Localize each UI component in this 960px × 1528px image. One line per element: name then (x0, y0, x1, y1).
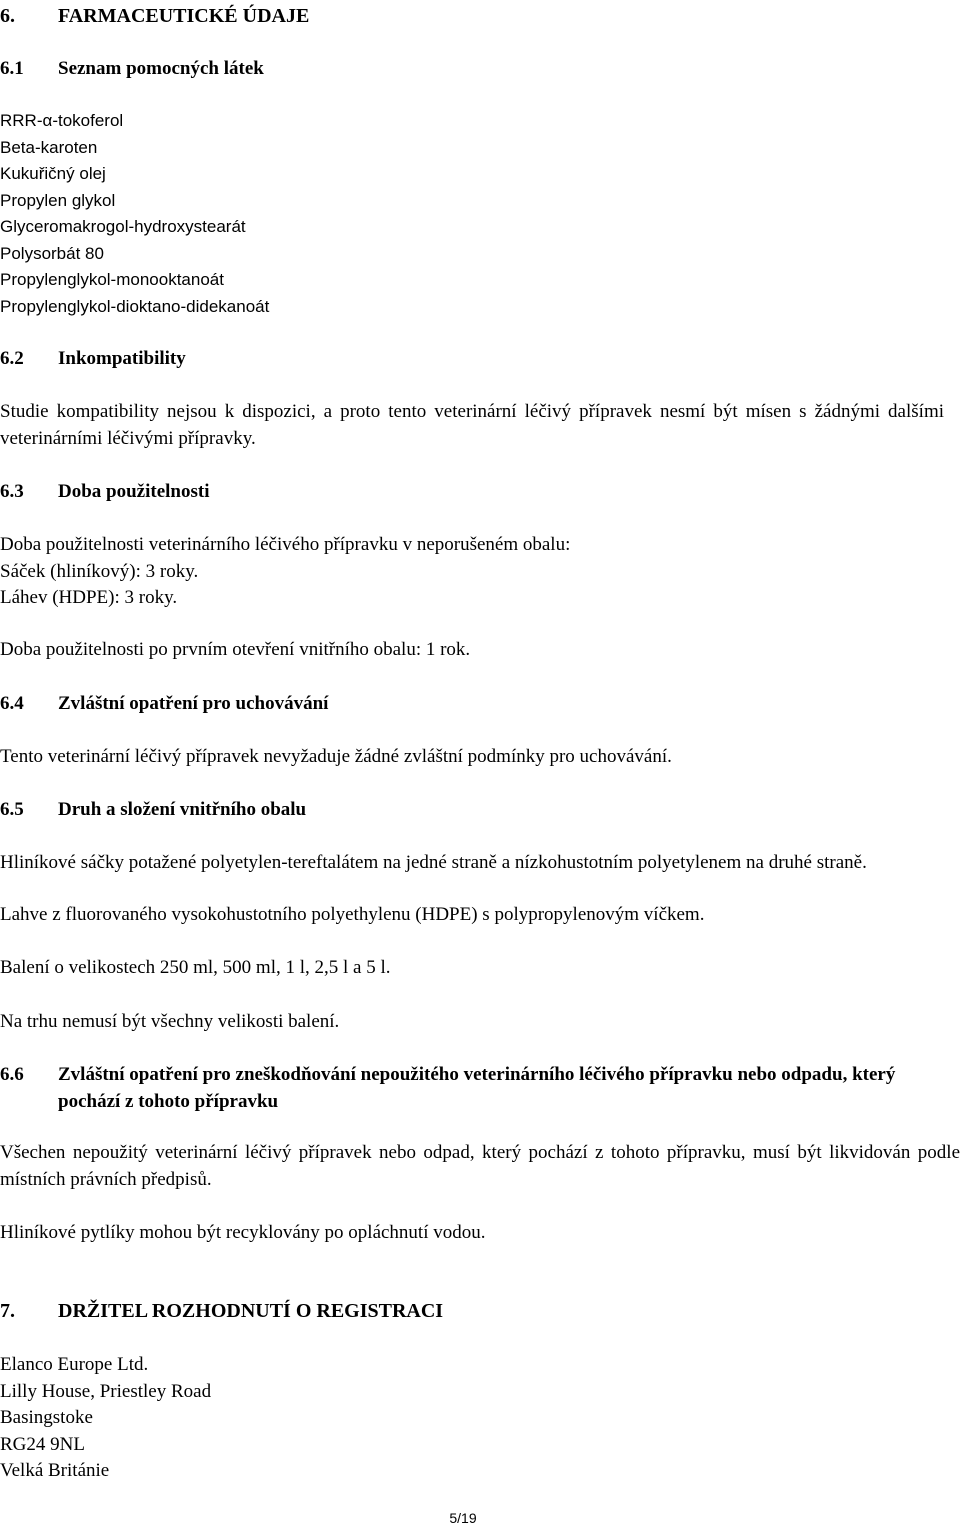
list-item: Propylenglykol-dioktano-didekanoát (0, 296, 270, 316)
shelf-life-line: Doba použitelnosti veterinárního léčivého přípravku v neporušeném obalu: (0, 534, 571, 555)
address-line: Lilly House, Priestley Road (0, 1380, 212, 1402)
incompatibility-text: Studie kompatibility nejsou k dispozici, a proto tento veterinární léčivý přípravek nesmí být mísen s žádnými dalšími veterinárními léčivými přípravky. (0, 401, 944, 449)
section-6-heading (0, 3, 309, 29)
subsection-title: Inkompatibility (58, 348, 186, 369)
list-item: Propylenglykol-monooktanoát (0, 270, 224, 289)
disposal-text-2-line: Hliníkové pytlíky mohou být recyklovány po opláchnutí vodou. (0, 1222, 486, 1243)
section-number: 6. (0, 5, 15, 27)
shelf-life-line: Sáček (hliníkový): 3 roky. (0, 560, 199, 582)
section-6-1-heading (0, 56, 938, 83)
shelf-life-block (0, 532, 958, 612)
section-6-4-heading (0, 691, 938, 718)
shelf-life-after-opening (0, 637, 958, 664)
subsection-number: 6.1 (0, 58, 24, 79)
subsection-number: 6.2 (0, 348, 24, 369)
page-number: 5/19 (449, 1510, 477, 1526)
shelf-life-line: Láhev (HDPE): 3 roky. (0, 587, 178, 608)
section-6-3-heading (0, 479, 938, 506)
subsection-number: 6.5 (0, 799, 24, 820)
subsection-title: Zvláštní opatření pro zneškodňování nepoužitého veterinárního léčivého přípravku nebo odpadu, který pochází z tohoto přípravku (58, 1064, 896, 1112)
section-7-heading (0, 1298, 443, 1324)
list-item: Propylen glykol (0, 190, 116, 210)
section-title: FARMACEUTICKÉ ÚDAJE (58, 5, 310, 27)
list-item: Beta-karoten (0, 137, 98, 157)
list-item: RRR-α-tokoferol (0, 111, 124, 130)
packaging-text-2-line: Lahve z fluorovaného vysokohustotního polyethylenu (HDPE) s polypropylenovým víčkem. (0, 904, 705, 925)
pack-sizes-text (0, 955, 958, 982)
not-all-sizes-text (0, 1009, 958, 1036)
packaging-text-2 (0, 902, 958, 929)
disposal-text-1: Všechen nepoužitý veterinární léčivý přípravek nebo odpad, který pochází z tohoto přípravku, musí být likvidován podle místních právních předpisů. (0, 1142, 960, 1190)
list-item: Kukuřičný olej (0, 164, 106, 183)
excipient-list (0, 108, 958, 320)
list-item: Polysorbát 80 (0, 243, 104, 263)
storage-text (0, 744, 958, 771)
subsection-number: 6.6 (0, 1064, 24, 1085)
section-number: 7. (0, 1300, 15, 1322)
subsection-title: Zvláštní opatření pro uchovávání (58, 693, 329, 714)
packaging-text-1: Hliníkové sáčky potažené polyetylen-tereftalátem na jedné straně a nízkohustotním polyetylenem na druhé straně. (0, 852, 867, 873)
section-title: DRŽITEL ROZHODNUTÍ O REGISTRACI (58, 1300, 444, 1322)
shelf-life-after-opening-text: Doba použitelnosti po prvním otevření vnitřního obalu: 1 rok. (0, 639, 471, 660)
disposal-text-2 (0, 1220, 958, 1247)
subsection-number: 6.4 (0, 693, 24, 714)
address-line: Elanco Europe Ltd. (0, 1354, 149, 1375)
subsection-number: 6.3 (0, 481, 24, 502)
not-all-sizes-line: Na trhu nemusí být všechny velikosti balení. (0, 1011, 340, 1032)
list-item: Glyceromakrogol-hydroxystearát (0, 217, 246, 236)
pack-sizes-line: Balení o velikostech 250 ml, 500 ml, 1 l, 2,5 l a 5 l. (0, 957, 391, 978)
subsection-title: Doba použitelnosti (58, 481, 210, 502)
subsection-title: Druh a složení vnitřního obalu (58, 799, 307, 820)
address-line: RG24 9NL (0, 1433, 85, 1455)
subsection-title: Seznam pomocných látek (58, 58, 264, 79)
section-6-6-heading (0, 1062, 930, 1115)
storage-text-line: Tento veterinární léčivý přípravek nevyžaduje žádné zvláštní podmínky pro uchovávání. (0, 746, 672, 767)
holder-address (0, 1352, 958, 1485)
section-6-5-heading (0, 797, 938, 824)
address-line: Basingstoke (0, 1407, 93, 1428)
address-line: Velká Británie (0, 1460, 110, 1481)
section-6-2-heading (0, 346, 938, 373)
